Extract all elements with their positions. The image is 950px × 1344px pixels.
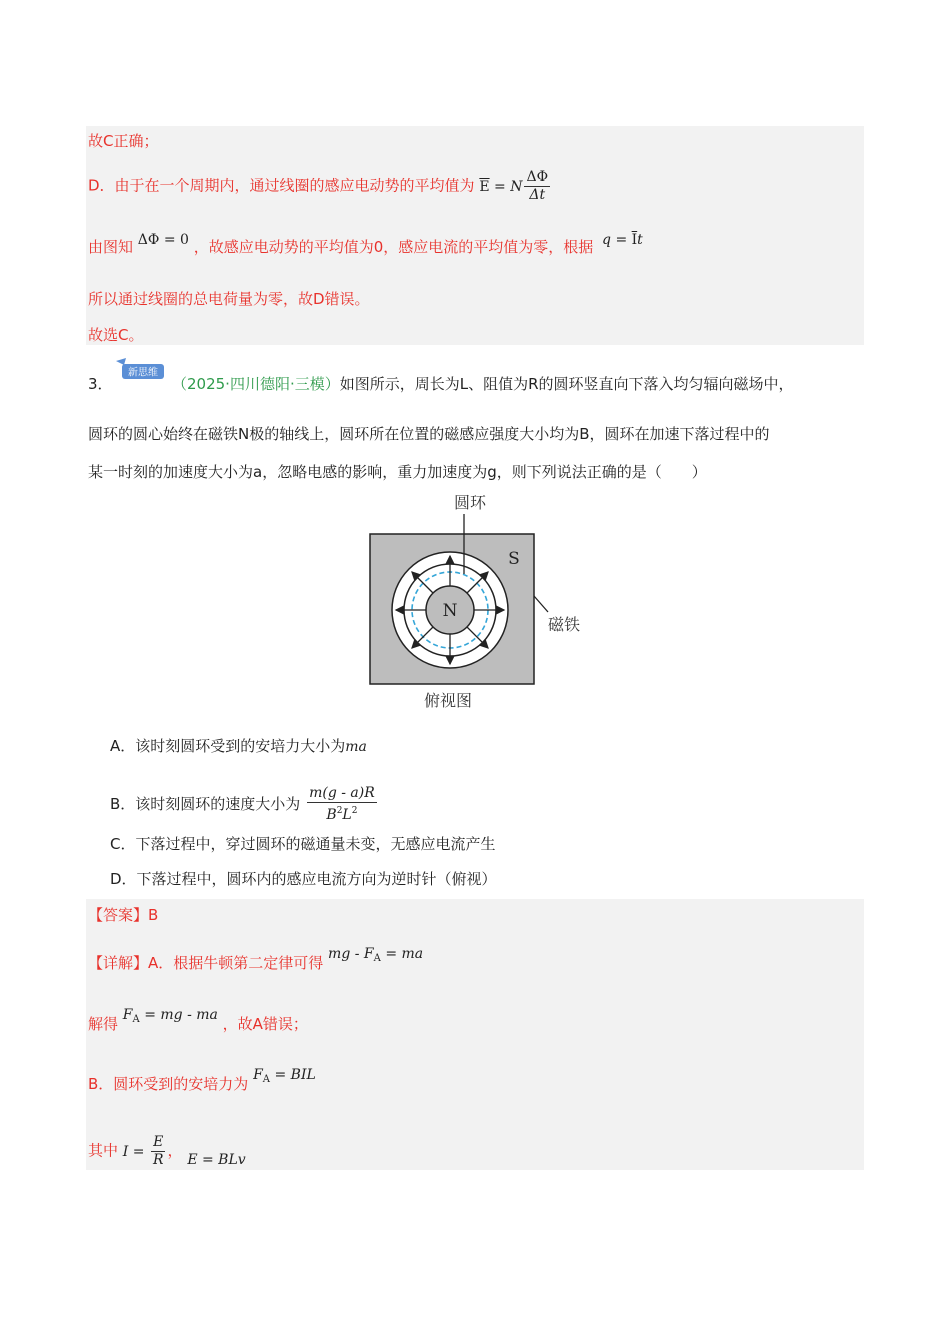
answer-where-comma: ，	[167, 1141, 183, 1160]
solution-line-c: 故C正确；	[88, 132, 159, 150]
magnet-ring-figure	[360, 488, 600, 718]
figure-label-ring: 圆环	[453, 493, 487, 512]
current-avg-symbol: $\overline{I}$	[631, 232, 638, 248]
current-fraction: $\frac{E}{R}$	[152, 1134, 164, 1168]
option-b-text: B．该时刻圆环的速度大小为	[110, 795, 301, 813]
solution-box-previous	[86, 126, 864, 345]
emf-eq-mid: = N	[489, 178, 523, 195]
badge-label: 新思维	[128, 367, 158, 379]
answer-where	[88, 1134, 246, 1169]
flux-fraction-denominator: Δt	[529, 187, 546, 203]
option-b-denominator: $B^2L^2$	[326, 806, 358, 823]
figure-label-magnet: 磁铁	[547, 615, 581, 634]
answer-detail-b-text: B．圆环受到的安培力为	[88, 1075, 249, 1093]
equation-charge	[602, 232, 643, 248]
emf-symbol: $\overline{E}$	[479, 178, 490, 195]
equation-fa: $F_A$ = mg - ma	[122, 1007, 218, 1025]
equation-flux-zero: ΔΦ = 0	[137, 232, 189, 248]
figure-caption: 俯视图	[423, 691, 473, 710]
option-c: C．下落过程中，穿过圆环的磁通量未变，无感应电流产生	[110, 835, 496, 853]
charge-rhs: t	[637, 232, 643, 248]
option-b-fraction	[307, 785, 377, 824]
option-d: D．下落过程中，圆环内的感应电流方向为逆时针（俯视）	[110, 870, 497, 888]
solution-line-flux	[88, 232, 643, 258]
flux-prefix: 由图知	[88, 238, 134, 256]
question-stem-1: 如图所示，周长为L、阻值为R的圆环竖直向下落入均匀辐向磁场中，	[339, 375, 794, 393]
answer-detail-b	[88, 1067, 316, 1100]
solution-line-d	[88, 169, 552, 204]
flux-fraction	[524, 169, 550, 204]
question-number: 3．	[88, 375, 113, 393]
flux-fraction-numerator: ΔΦ	[526, 169, 549, 185]
answer-solve-a	[88, 1007, 308, 1040]
solution-line-d-text: D．由于在一个周期内，通过线圈的感应电动势的平均值为	[88, 176, 475, 195]
new-thinking-badge	[112, 357, 168, 381]
badge-pen-icon	[116, 358, 126, 365]
solution-line-d-conclusion: 所以通过线圈的总电荷量为零，故D错误。	[88, 290, 370, 308]
solution-line-choice: 故选C。	[88, 326, 144, 344]
equation-ampere-force: $F_A$ = BIL	[253, 1067, 316, 1085]
flux-middle-text: ，故感应电动势的平均值为0，感应电流的平均值为零，根据	[193, 238, 594, 256]
equation-current: I = $\frac{E}{R}$	[122, 1134, 164, 1168]
option-a-math: ma	[345, 739, 367, 755]
figure-label-n: N	[442, 601, 458, 621]
answer-solve-prefix: 解得	[88, 1015, 119, 1033]
charge-lhs: q =	[602, 232, 632, 248]
option-a	[110, 736, 367, 757]
magnet-pointer-line	[534, 596, 548, 612]
question-source: （2025·四川德阳·三模）	[172, 375, 340, 393]
equation-emf: E = BLv	[187, 1151, 246, 1168]
answer-solve-suffix: ，故A错误；	[222, 1015, 308, 1033]
question-line-3: 某一时刻的加速度大小为a，忽略电感的影响，重力加速度为g，则下列说法正确的是（ ）	[88, 463, 707, 481]
answer-label: 【答案】B	[88, 906, 159, 924]
equation-newton: mg - $F_A$ = ma	[328, 946, 424, 964]
answer-detail-a-text: 【详解】A．根据牛顿第二定律可得	[88, 954, 324, 972]
answer-where-text: 其中	[88, 1141, 119, 1160]
option-b	[110, 785, 379, 824]
answer-detail-a	[88, 946, 424, 979]
question-line-2: 圆环的圆心始终在磁铁N极的轴线上，圆环所在位置的磁感应强度大小均为B，圆环在加速下落过程中的	[88, 425, 770, 443]
option-b-numerator: m(g - a)R	[309, 785, 375, 801]
question-line-1	[172, 374, 794, 394]
figure-label-s: S	[508, 549, 520, 569]
option-a-text: A．该时刻圆环受到的安培力大小为	[110, 737, 346, 755]
